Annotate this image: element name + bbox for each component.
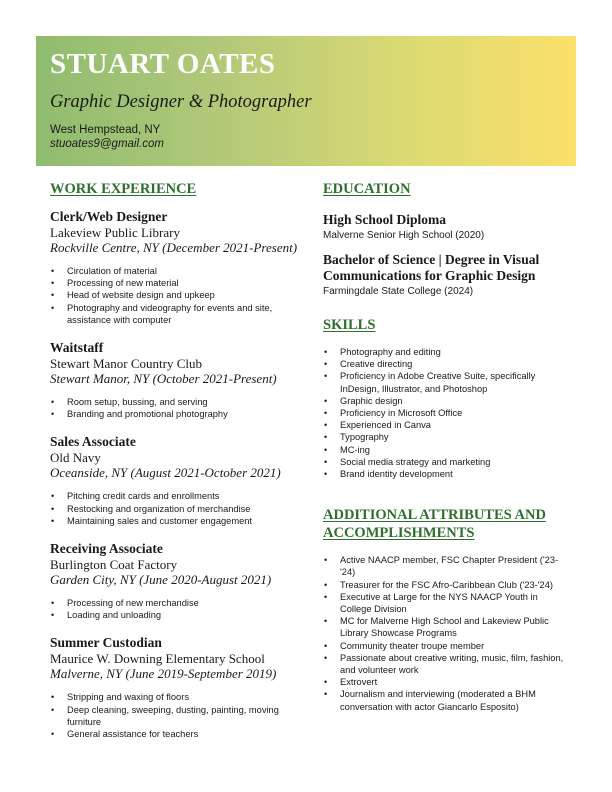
education-entry [323,252,568,298]
job-role: Clerk/Web Designer [50,209,168,224]
education-entry [323,212,568,242]
list-item: • Extrovert [323,676,568,688]
list-item: • Head of website design and upkeep [50,289,305,301]
left-column [50,180,305,740]
list-item: • Proficiency in Microsoft Office [323,407,568,419]
job-location: Malverne, NY (June 2019-September 2019) [50,666,277,682]
education-degree: Bachelor of Science | Degree in Visual Communications for Graphic Design [323,252,540,283]
list-item: • Typography [323,431,568,443]
job-bullets [50,490,305,527]
list-item: • Processing of new material [50,277,305,289]
job-role: Waitstaff [50,340,104,356]
job-organization: Maurice W. Downing Elementary School [50,651,265,667]
candidate-location: West Hempstead, NY [50,124,161,136]
job-location: Oceanside, NY (August 2021-October 2021) [50,465,281,481]
list-item: • Circulation of material [50,265,305,277]
job-location: Garden City, NY (June 2020-August 2021) [50,572,272,588]
list-item: • Passionate about creative writing, music, film, fashion, and volunteer work [323,652,568,676]
list-item: • Graphic design [323,395,568,407]
list-item: • Photography and editing [323,346,568,358]
skills-list [323,346,568,480]
job-bullets [50,597,305,621]
job-bullets [50,691,305,740]
education-heading: EDUCATION [323,181,411,197]
list-item: • Photography and videography for events and site, assistance with computer [50,302,305,326]
job-bullets [50,396,305,420]
list-item: • Executive at Large for the NYS NAACP Youth in College Division [323,591,568,615]
resume-header [36,36,576,166]
job-role: Sales Associate [50,434,136,450]
candidate-email[interactable]: stuoates9@gmail.com [50,138,164,150]
job-organization: Old Navy [50,450,101,466]
job-role: Receiving Associate [50,541,163,557]
list-item: • Maintaining sales and customer engagement [50,515,305,527]
list-item: • Active NAACP member, FSC Chapter President ('23-'24) [323,554,568,578]
job-organization: Lakeview Public Library [50,225,180,240]
list-item: • General assistance for teachers [50,728,305,740]
job-entry [50,434,305,527]
education-degree: High School Diploma [323,212,447,227]
list-item: • Treasurer for the FSC Afro-Caribbean Club ('23-'24) [323,579,568,591]
education-school: Malverne Senior High School (2020) [323,230,485,241]
job-entry [50,635,305,740]
work-experience-heading: WORK EXPERIENCE [50,181,197,197]
list-item: • Processing of new merchandise [50,597,305,609]
list-item: • MC for Malverne High School and Lakeview Public Library Showcase Programs [323,615,568,639]
list-item: • Social media strategy and marketing [323,456,568,468]
job-entry [50,541,305,621]
list-item: • Proficiency in Adobe Creative Suite, specifically InDesign, Illustrator, and Photoshop [323,370,568,394]
list-item: • Brand identity development [323,468,568,480]
list-item: • Restocking and organization of merchandise [50,503,305,515]
list-item: • Stripping and waxing of floors [50,691,305,703]
job-location: Stewart Manor, NY (October 2021-Present) [50,371,277,387]
list-item: • Journalism and interviewing (moderated a BHM conversation with actor Giancarlo Esposito) [323,688,568,712]
candidate-name: STUART OATES [50,48,276,80]
list-item: • Deep cleaning, sweeping, dusting, painting, moving furniture [50,704,305,728]
list-item: • Experienced in Canva [323,419,568,431]
candidate-title: Graphic Designer & Photographer [50,92,312,112]
list-item: • Creative directing [323,358,568,370]
list-item: • MC-ing [323,444,568,456]
job-bullets [50,265,305,326]
job-entry [50,340,305,420]
right-column [323,180,568,713]
job-organization: Burlington Coat Factory [50,557,178,573]
job-entry [50,209,305,326]
job-organization: Stewart Manor Country Club [50,356,203,372]
attributes-list [323,554,568,713]
job-role: Summer Custodian [50,635,162,651]
attributes-heading: ADDITIONAL ATTRIBUTES AND ACCOMPLISHMENTS [323,507,546,542]
list-item: • Loading and unloading [50,609,305,621]
education-school: Farmingdale State College (2024) [323,286,474,297]
job-location: Rockville Centre, NY (December 2021-Present) [50,240,298,255]
list-item: • Branding and promotional photography [50,408,305,420]
skills-heading: SKILLS [323,317,376,333]
list-item: • Room setup, bussing, and serving [50,396,305,408]
list-item: • Pitching credit cards and enrollments [50,490,305,502]
list-item: • Community theater troupe member [323,640,568,652]
